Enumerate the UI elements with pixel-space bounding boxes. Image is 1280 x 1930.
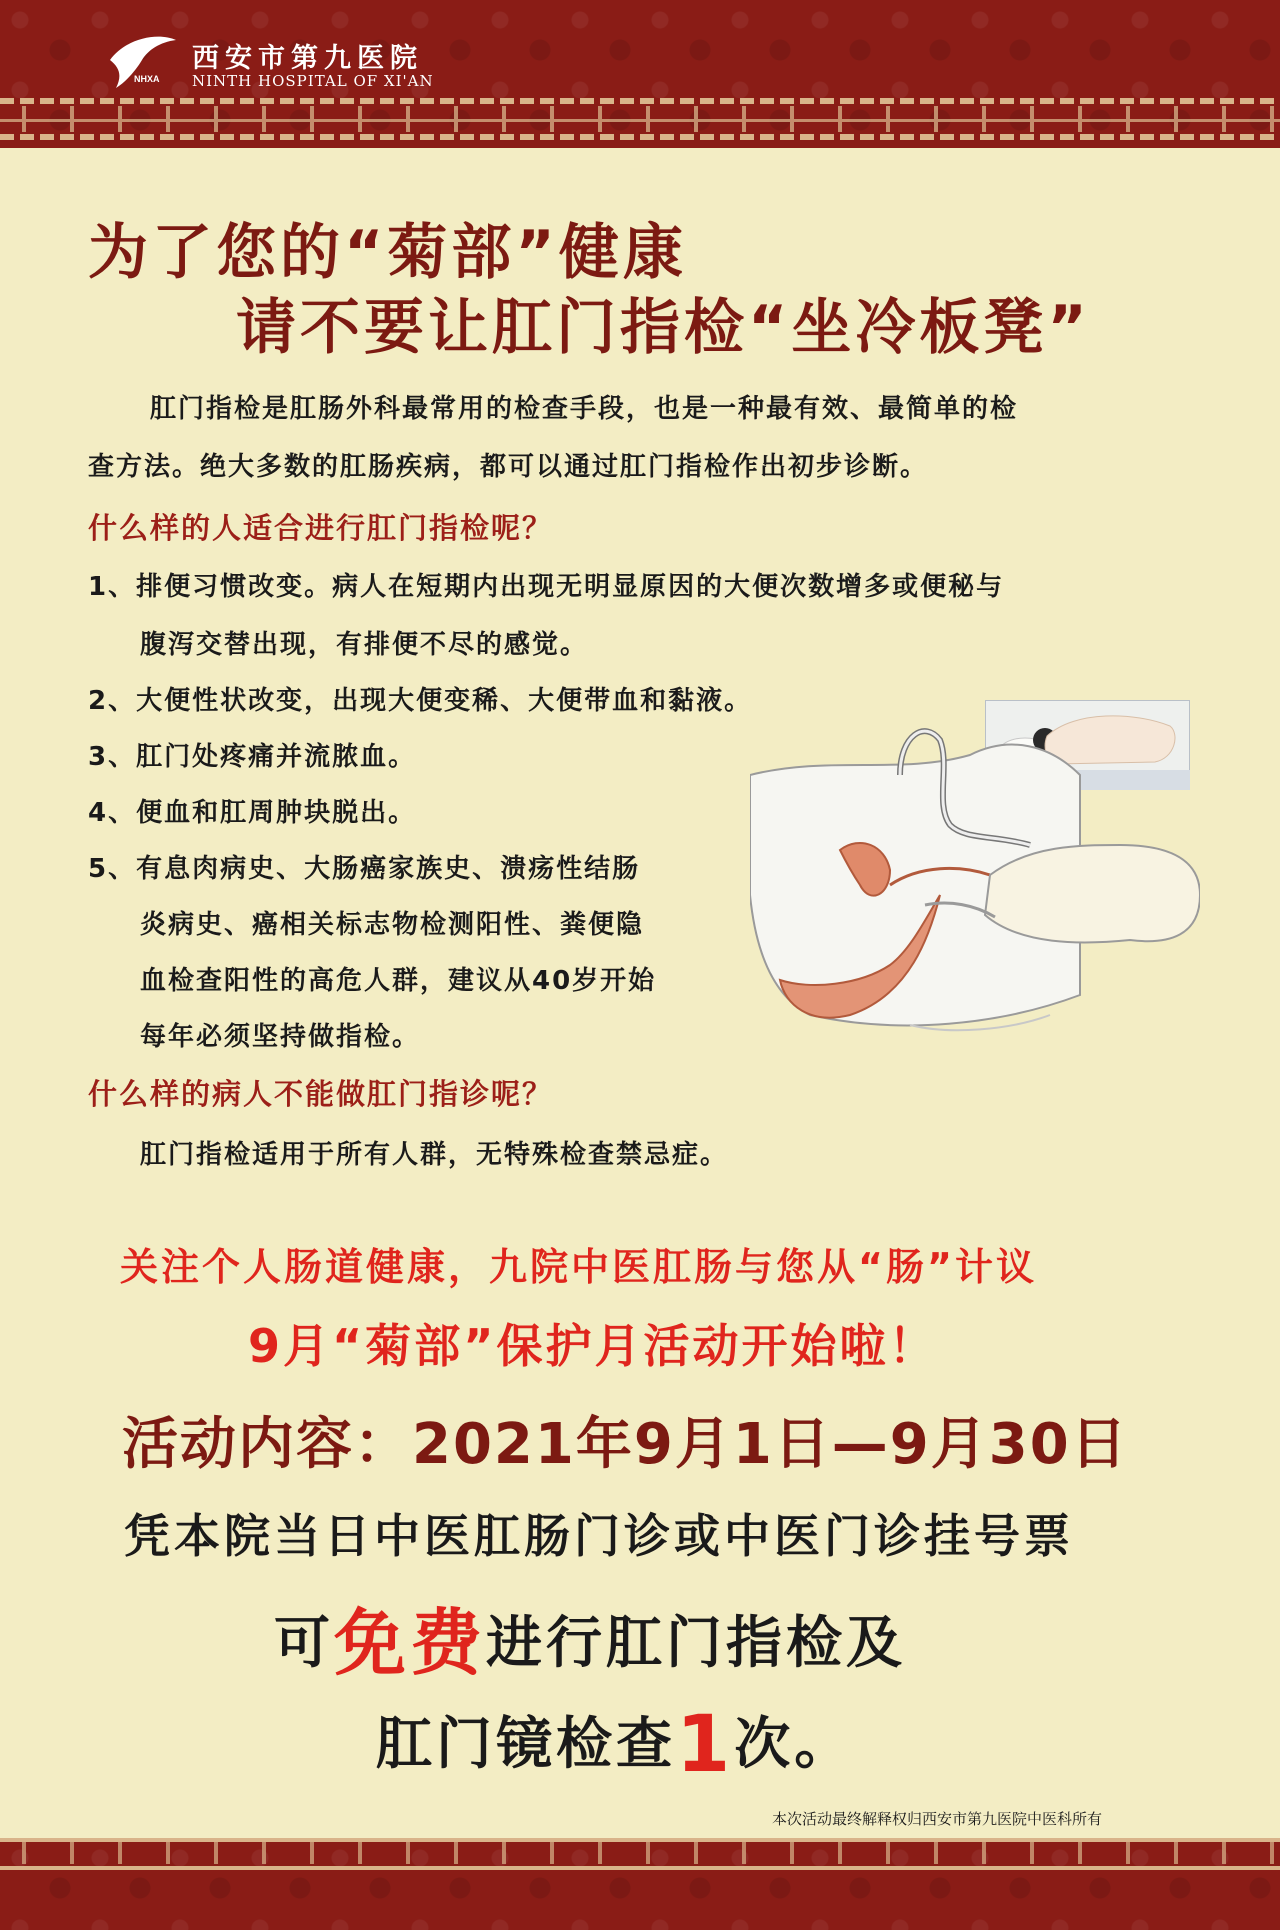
scope-suffix: 次。 bbox=[734, 1712, 855, 1777]
svg-text:NHXA: NHXA bbox=[134, 74, 160, 84]
intro-line-2: 查方法。绝大多数的肛肠疾病，都可以通过肛门指检作出初步诊断。 bbox=[88, 452, 929, 482]
list-item: 5、有息肉病史、大肠癌家族史、溃疡性结肠 bbox=[88, 854, 641, 884]
title-line-1: 为了您的“菊部”健康 bbox=[88, 218, 687, 288]
list-item: 4、便血和肛周肿块脱出。 bbox=[88, 798, 417, 828]
promo-line-1: 关注个人肠道健康，九院中医肛肠与您从“肠”计议 bbox=[120, 1245, 1037, 1289]
anatomy-illustration bbox=[750, 695, 1200, 1065]
footer-band bbox=[0, 1838, 1280, 1930]
promo-line-2: 9月“菊部”保护月活动开始啦！ bbox=[248, 1319, 938, 1373]
hospital-name-en: NINTH HOSPITAL OF XI'AN bbox=[192, 72, 434, 90]
hospital-logo-icon bbox=[108, 30, 178, 92]
section1-heading: 什么样的人适合进行肛门指检呢？ bbox=[88, 511, 554, 545]
title-line-2: 请不要让肛门指检“坐冷板凳” bbox=[236, 293, 1091, 363]
scope-offer-text bbox=[376, 1700, 854, 1790]
disclaimer: 本次活动最终解释权归西安市第九医院中医科所有 bbox=[772, 1810, 1103, 1828]
free-offer-text bbox=[274, 1585, 906, 1689]
free-suffix: 进行肛门指检及 bbox=[486, 1611, 907, 1676]
header-fret-line bbox=[0, 134, 1280, 140]
scope-prefix: 肛门镜检查 bbox=[376, 1712, 676, 1777]
free-prefix: 可 bbox=[274, 1611, 334, 1676]
intro-line-1: 肛门指检是肛肠外科最常用的检查手段，也是一种最有效、最简单的检 bbox=[150, 394, 1019, 424]
list-item: 每年必须坚持做指检。 bbox=[140, 1022, 421, 1052]
section2-text: 肛门指检适用于所有人群，无特殊检查禁忌症。 bbox=[140, 1140, 729, 1170]
header-band bbox=[0, 0, 1280, 148]
section2-heading: 什么样的病人不能做肛门指诊呢？ bbox=[88, 1077, 554, 1111]
activity-date: 活动内容：2021年9月1日—9月30日 bbox=[122, 1412, 1129, 1477]
ticket-text: 凭本院当日中医肛肠门诊或中医门诊挂号票 bbox=[124, 1509, 1074, 1563]
footer-fret-line bbox=[0, 1866, 1280, 1870]
scope-count: 1 bbox=[676, 1700, 735, 1790]
list-item: 腹泻交替出现，有排便不尽的感觉。 bbox=[140, 630, 589, 660]
footer-fret-pattern bbox=[0, 1842, 1280, 1864]
header-fret-pattern bbox=[0, 106, 1280, 132]
list-item: 1、排便习惯改变。病人在短期内出现无明显原因的大便次数增多或便秘与 bbox=[88, 572, 1005, 602]
list-item: 3、肛门处疼痛并流脓血。 bbox=[88, 742, 417, 772]
list-item: 炎病史、癌相关标志物检测阳性、粪便隐 bbox=[140, 910, 645, 940]
hospital-name-cn: 西安市第九医院 bbox=[192, 43, 423, 74]
list-item: 血检查阳性的高危人群，建议从40岁开始 bbox=[140, 966, 657, 996]
free-word: 免费 bbox=[334, 1601, 487, 1685]
header-fret-line bbox=[0, 98, 1280, 104]
list-item: 2、大便性状改变，出现大便变稀、大便带血和黏液。 bbox=[88, 686, 753, 716]
